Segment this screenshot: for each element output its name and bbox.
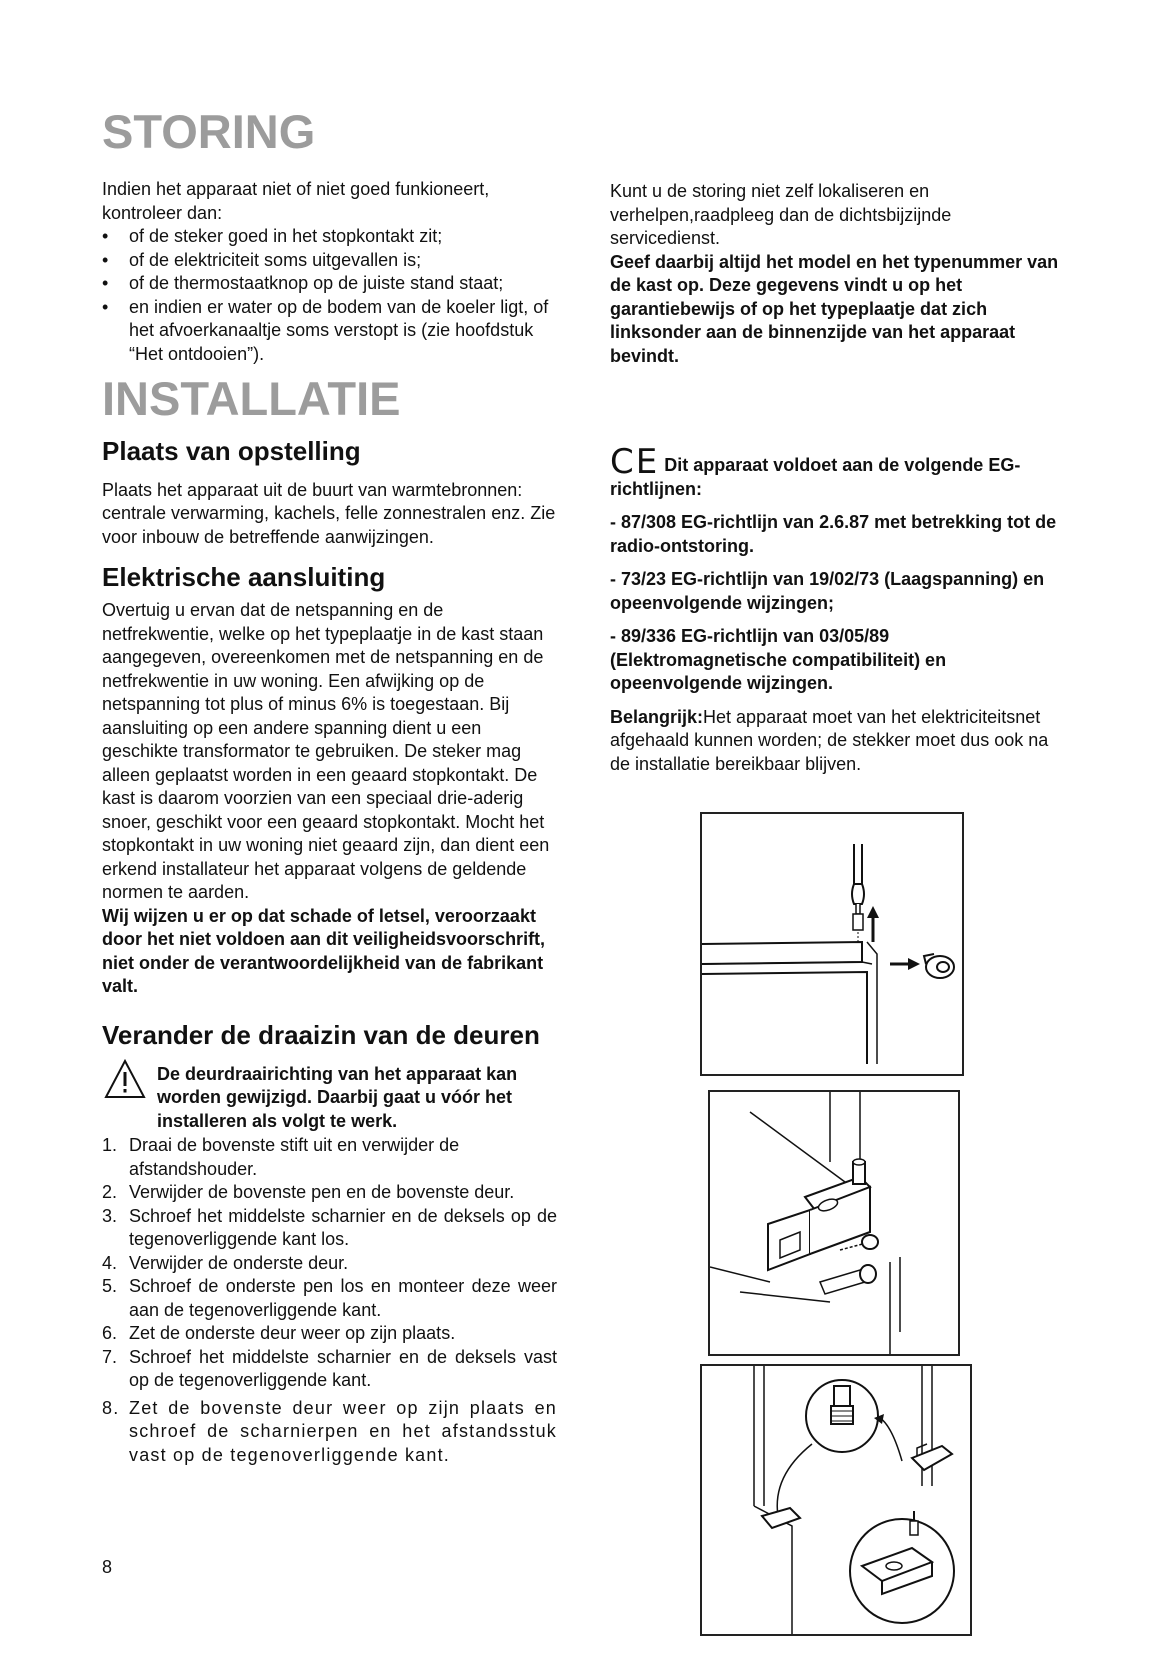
list-item [102, 1346, 557, 1393]
list-item [102, 296, 552, 367]
bullet-symbol: • [102, 226, 109, 246]
important-paragraph [610, 706, 1070, 777]
door-steps-list [102, 1134, 557, 1467]
elektrisch-text: Overtuig u ervan dat de netspanning en de netfrekwentie, welke op het typeplaatje in de kast staan aangegeven, overeenkomen met de netspanning en de netfrekwentie in uw woning. Een afwijking op de netspanning tot plus of minus 6% is toegestaan. Bij aansluiting op een andere spanning dient u een geschikte transformator te gebruiken. De steker mag alleen geplaatst worden in een geaard stopkontakt. De kast is daarom voorzien van een speciaal drie-aderig snoer, geschikt voor een geaard stopkontakt. Mocht het stopkontakt in uw woning niet geaard zijn, dan dient een erkend installateur het apparaat volgens de geldende normen te aarden. [102, 600, 550, 903]
ce-directive-1: - 87/308 EG-richtlijn van 2.6.87 met betrekking tot de radio-ontstoring. [610, 512, 1057, 556]
caution-block [102, 1063, 557, 1134]
list-item [102, 249, 552, 273]
plaats-heading: Plaats van opstelling [102, 436, 361, 466]
step-text: Verwijder de onderste deur. [129, 1252, 349, 1273]
bullet-symbol: • [102, 249, 109, 270]
list-item [102, 1252, 557, 1276]
list-item [102, 1205, 557, 1252]
storing-right-column [610, 180, 1060, 368]
step-text: Zet de onderste deur weer op zijn plaats. [129, 1323, 456, 1344]
storing-left-column [102, 178, 552, 366]
storing-model-notice: Geef daarbij altijd het model en het typenummer van de kast op. Deze gegevens vindt u op het garantiebewijs of op het typeplaatje dat zich linksonder aan de binnenzijde van het apparaat bevindt. [610, 251, 1059, 366]
list-item [102, 1397, 557, 1468]
figure-middle-hinge [708, 1090, 960, 1356]
list-item [102, 272, 552, 296]
ce-mark-icon: CE [610, 442, 660, 482]
ce-intro-paragraph [610, 442, 1070, 501]
ce-directive-3: - 89/336 EG-richtlijn van 03/05/89 (Elektromagnetische compatibiliteit) en opeenvolgende wijzingen. [610, 626, 947, 693]
ce-directive-2: - 73/23 EG-richtlijn van 19/02/73 (Laagspanning) en opeenvolgende wijzingen; [610, 569, 1045, 613]
list-item-text: of de thermostaatknop op de juiste stand staat; [129, 273, 504, 293]
caution-text: De deurdraairichting van het apparaat kan worden gewijzigd. Daarbij gaat u vóór het installeren als volgt te werk. [157, 1063, 518, 1131]
list-item [102, 225, 552, 249]
storing-title: STORING [102, 105, 316, 158]
step-text: Zet de bovenste deur weer op zijn plaats en schroef de scharnierpen en het afstandsstuk vast op de tegenoverliggende kant. [129, 1397, 557, 1465]
step-number: 5. [102, 1276, 118, 1297]
list-item-text: of de elektriciteit soms uitgevallen is; [129, 249, 422, 270]
step-number: 8. [102, 1397, 120, 1418]
step-number: 2. [102, 1182, 118, 1203]
figure-top-hinge [700, 812, 964, 1076]
step-text: Schroef het middelste scharnier en de deksels op de tegenoverliggende kant los. [129, 1205, 557, 1250]
important-text: Het apparaat moet van het elektriciteitsnet afgehaald kunnen worden; de stekker moet dus ook na de installatie bereikbaar blijven. [610, 706, 1049, 774]
page-number: 8 [102, 1557, 113, 1577]
step-number: 7. [102, 1346, 118, 1367]
figure-bottom-hinge [700, 1364, 972, 1636]
deuren-heading: Verander de draaizin van de deuren [102, 1019, 540, 1050]
bullet-symbol: • [102, 273, 109, 293]
list-item-text: en indien er water op de bodem van de koeler ligt, of het afvoerkanaaltje soms verstopt is (zie hoofdstuk “Het ontdooien”). [129, 296, 549, 364]
bullet-symbol: • [102, 296, 109, 317]
list-item [102, 1275, 557, 1322]
list-item [102, 1181, 557, 1205]
important-label: Belangrijk: [610, 706, 704, 727]
ce-intro: Dit apparaat voldoet aan de volgende EG-richtlijnen: [610, 455, 1021, 499]
installatie-title: INSTALLATIE [102, 372, 401, 425]
list-item [102, 1134, 557, 1181]
step-text: Schroef het middelste scharnier en de deksels vast op de tegenoverliggende kant. [129, 1346, 557, 1391]
step-number: 6. [102, 1323, 118, 1344]
step-text: Schroef de onderste pen los en monteer deze weer aan de tegenoverliggende kant. [129, 1276, 557, 1320]
step-number: 1. [102, 1135, 118, 1156]
elektrisch-heading: Elektrische aansluiting [102, 562, 386, 593]
step-text: Draai de bovenste stift uit en verwijder de afstandshouder. [129, 1135, 460, 1179]
warning-triangle-icon [104, 1059, 146, 1099]
plaats-text: Plaats het apparaat uit de buurt van warmtebronnen: centrale verwarming, kachels, felle zonnestralen enz. Zie voor inbouw de betreffende aanwijzingen. [102, 479, 556, 547]
step-number: 3. [102, 1205, 118, 1226]
elektrisch-warning: Wij wijzen u er op dat schade of letsel, veroorzaakt door het niet voldoen aan dit veiligheidsvoorschrift, niet onder de verantwoordelijkheid van de fabrikant valt. [102, 905, 546, 997]
installatie-left-column [102, 437, 557, 1467]
storing-service-text: Kunt u de storing niet zelf lokaliseren en verhelpen,raadpleeg dan de dichtsbijzijnde servicedienst. [610, 181, 952, 248]
storing-checklist [102, 225, 552, 366]
step-text: Verwijder de bovenste pen en de bovenste deur. [129, 1182, 515, 1203]
step-number: 4. [102, 1252, 118, 1273]
storing-intro: Indien het apparaat niet of niet goed funkioneert, kontroleer dan: [102, 179, 490, 223]
list-item [102, 1322, 557, 1346]
list-item-text: of de steker goed in het stopkontakt zit; [129, 226, 443, 246]
ce-column [610, 442, 1070, 776]
